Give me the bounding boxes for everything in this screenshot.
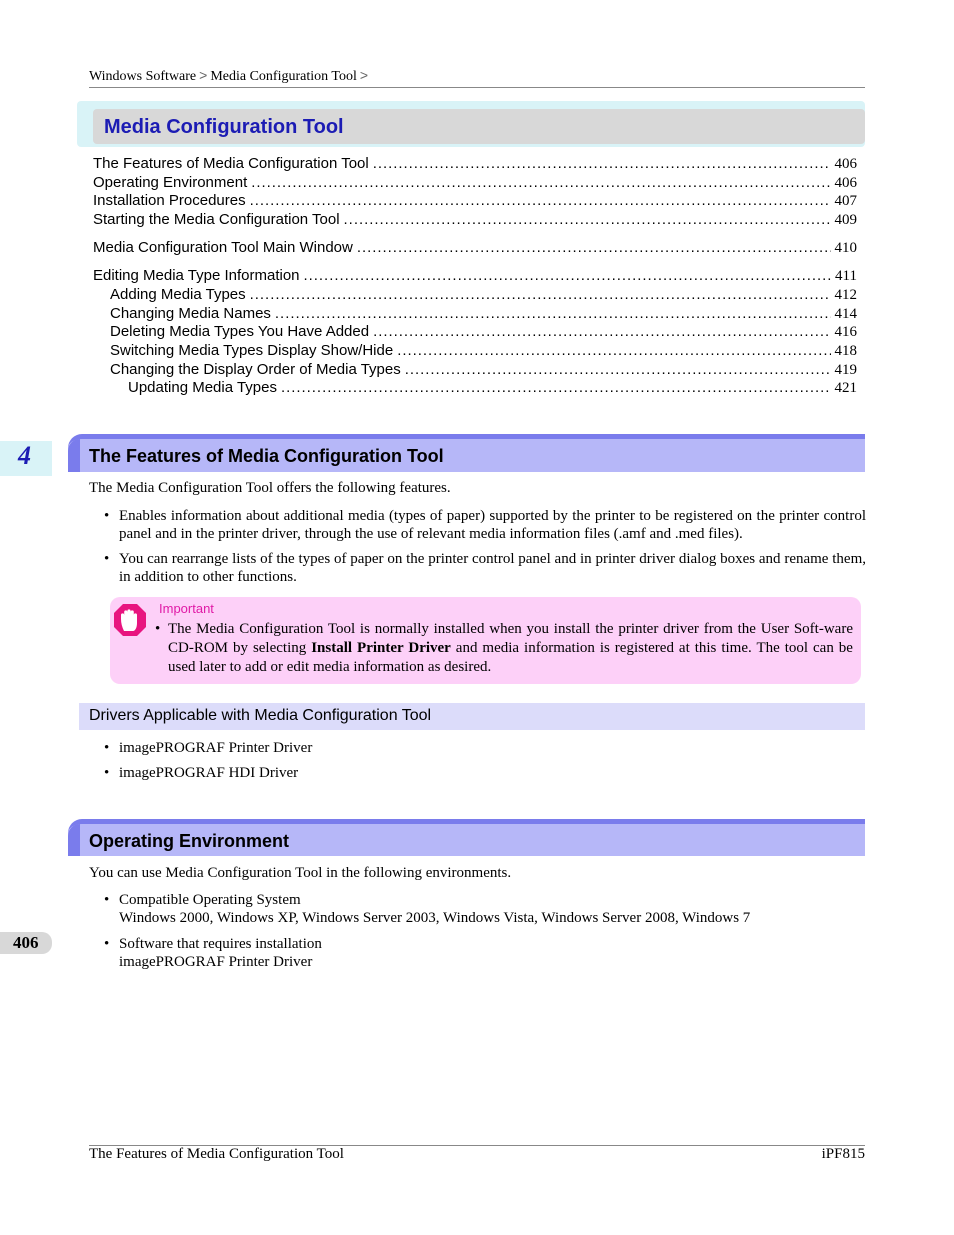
footer-section-title: The Features of Media Configuration Tool [89,1146,344,1162]
bullet-icon: • [104,765,110,781]
toc-entry[interactable] [93,174,857,192]
list-item [104,507,866,543]
toc-entry-label: Starting the Media Configuration Tool [93,211,340,228]
section-title: Operating Environment [89,831,290,851]
toc-leader-dots [340,211,831,229]
toc-entry-label: Media Configuration Tool Main Window [93,239,353,256]
important-label: Important [159,601,214,616]
list-item [104,550,866,586]
list-item-text: You can rearrange lists of the types of paper on the printer control panel and in printer driver dialog boxes and rename them, in addition to other functions. [119,551,866,585]
toc-leader-dots [401,361,831,379]
toc-entry-label: Updating Media Types [128,379,277,396]
toc-entry-page: 414 [834,306,857,322]
chapter-title: Media Configuration Tool [104,116,344,138]
important-text [155,620,853,677]
breadcrumb-separator: > [359,67,369,83]
list-item-detail: imagePROGRAF Printer Driver [119,954,313,970]
subsection-title: Drivers Applicable with Media Configuration Tool [89,707,432,724]
section-header-operating-environment [68,819,865,856]
toc-entry[interactable] [93,267,857,285]
toc-leader-dots [246,192,831,210]
stop-hand-icon [113,603,147,637]
bullet-icon: • [104,551,110,567]
toc-entry-page: 418 [834,343,857,359]
toc-leader-dots [369,155,831,173]
list-item [104,891,866,927]
toc-leader-dots [277,379,831,397]
page-number: 406 [13,933,39,952]
toc-leader-dots [353,239,831,257]
bullet-icon: • [104,740,110,756]
toc-entry-page: 416 [834,324,857,340]
toc-entry[interactable] [93,239,857,257]
list-item-heading: Compatible Operating System [119,892,301,908]
toc-entry-page: 419 [834,362,857,378]
toc-leader-dots [247,174,830,192]
list-item [104,935,866,971]
toc-entry-label: Switching Media Types Display Show/Hide [110,342,394,359]
toc-entry-page: 411 [835,268,857,284]
toc-leader-dots [246,286,831,304]
footer-model-name: iPF815 [821,1146,865,1162]
bullet-icon: • [104,892,110,908]
bullet-icon: • [155,621,161,637]
toc-entry[interactable] [110,323,857,341]
install-printer-driver-label: Install Printer Driver [311,640,451,656]
toc-entry[interactable] [110,342,857,360]
toc-entry[interactable] [93,211,857,229]
chapter-number: 4 [18,441,31,470]
toc-entry-page: 406 [834,175,857,191]
toc-leader-dots [393,342,830,360]
breadcrumb [89,67,865,88]
toc-entry-label: Adding Media Types [110,286,246,303]
section-header-accent [68,439,80,472]
toc-leader-dots [300,267,832,285]
toc-entry-label: Changing the Display Order of Media Types [110,361,401,378]
section-title: The Features of Media Configuration Tool [89,446,444,466]
list-item-detail: Windows 2000, Windows XP, Windows Server 2003, Windows Vista, Windows Server 2008, Windows 7 [119,910,751,926]
toc-entry[interactable] [110,361,857,379]
bullet-icon: • [104,508,110,524]
toc-entry-label: Deleting Media Types You Have Added [110,323,370,340]
toc-leader-dots [271,305,831,323]
toc-entry-page: 407 [834,193,857,209]
toc-entry-label: Editing Media Type Information [93,267,300,284]
list-item-text: imagePROGRAF HDI Driver [119,765,299,781]
toc-entry-page: 406 [834,156,857,172]
section-header-accent [68,824,80,856]
toc-entry-page: 421 [834,380,857,396]
list-item-text: imagePROGRAF Printer Driver [119,740,313,756]
section-intro: The Media Configuration Tool offers the following features. [89,480,451,496]
toc-entry-label: Operating Environment [93,174,248,191]
important-text-content: The Media Configuration Tool is normally installed when you install the printer driver from the User Soft-ware CD-ROM by selecting Install Printer Driver and media information is registered at this time. The tool can be used later to add or edit media information as desired. [168,621,853,675]
toc-entry[interactable] [110,286,857,304]
toc-entry-page: 412 [834,287,857,303]
toc-entry-label: The Features of Media Configuration Tool [93,155,369,172]
breadcrumb-item-media-configuration-tool[interactable]: Media Configuration Tool [210,69,357,84]
toc-entry-label: Installation Procedures [93,192,246,209]
breadcrumb-item-windows-software[interactable]: Windows Software [89,69,197,84]
list-item-text: Enables information about additional media (types of paper) supported by the printer to be registered on the printer control panel and in the printer driver, through the use of relevant media information files (.amf and .med files). [119,508,866,542]
toc-entry-page: 409 [834,212,857,228]
breadcrumb-separator: > [199,67,208,83]
list-item [104,739,866,757]
toc-entry[interactable] [93,155,857,173]
bullet-icon: • [104,936,110,952]
toc-entry[interactable] [93,192,857,210]
section-intro: You can use Media Configuration Tool in the following environments. [89,865,512,881]
toc-entry[interactable] [128,379,857,397]
list-item-heading: Software that requires installation [119,936,322,952]
toc-entry-page: 410 [834,240,857,256]
toc-leader-dots [369,323,830,341]
list-item [104,764,866,782]
section-header-features [68,434,865,472]
toc-entry-label: Changing Media Names [110,305,271,322]
toc-entry[interactable] [110,305,857,323]
